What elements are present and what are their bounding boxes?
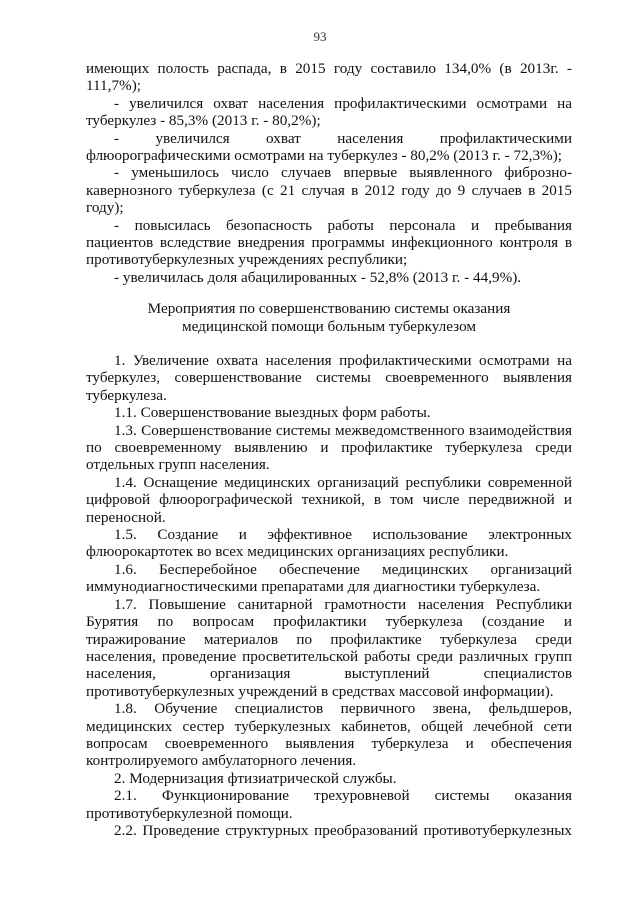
section-heading — [86, 300, 572, 336]
measure-item: 1. Увеличение охвата населения профилактическими осмотрами на туберкулез, совершенствование системы своевременного выявления туберкулеза. — [86, 352, 572, 404]
measure-item: 1.4. Оснащение медицинских организаций республики современной цифровой флюорографической техникой, в том числе передвижной и переносной. — [86, 473, 572, 526]
page-number: 93 — [313, 29, 327, 44]
measure-item: 1.8. Обучение специалистов первичного звена, фельдшеров, медицинских сестер туберкулезных кабинетов, общей лечебной сети вопросам своевременного выявления туберкулеза и обеспечения контролируемого амбулаторного лечения. — [86, 700, 572, 770]
measure-item: 1.1. Совершенствование выездных форм работы. — [114, 404, 431, 422]
results-paragraph: имеющих полость распада, в 2015 году составило 134,0% (в 2013г. - 111,7%); — [86, 60, 572, 95]
results-paragraph: - увеличился охват населения профилактическими осмотрами на туберкулез - 85,3% (2013 г. - 80,2%); — [86, 94, 572, 130]
results-paragraph: - уменьшилось число случаев впервые выявленного фиброзно-кавернозного туберкулеза (с 21 случая в 2012 году до 9 случаев в 2015 году); — [86, 164, 572, 217]
measures-list — [86, 352, 572, 839]
section-heading-line: медицинской помощи больным туберкулезом — [182, 318, 476, 335]
measure-item: 2.1. Функционирование трехуровневой системы оказания противотуберкулезной помощи. — [86, 787, 572, 822]
measure-item: 2.2. Проведение структурных преобразований противотуберкулезных — [114, 821, 572, 839]
measure-item: 1.6. Бесперебойное обеспечение медицинских организаций иммунодиагностическими препаратами для диагностики туберкулеза. — [86, 560, 572, 596]
measure-item: 1.5. Создание и эффективное использование электронных флюорокартотек во всех медицинских организациях республики. — [86, 526, 572, 561]
results-paragraph: - увеличилась доля абацилированных - 52,8% (2013 г. - 44,9%). — [114, 268, 522, 286]
section-heading-line: Мероприятия по совершенствованию системы оказания — [147, 300, 511, 317]
measure-item: 2. Модернизация фтизиатрической службы. — [114, 769, 397, 787]
measure-item: 1.3. Совершенствование системы межведомственного взаимодействия по своевременному выявлению и профилактике туберкулеза среди отдельных групп населения. — [86, 421, 572, 474]
measure-item: 1.7. Повышение санитарной грамотности населения Республики Бурятия по вопросам профилактики туберкулеза (создание и тиражирование материалов по профилактике туберкулеза среди населения, проведение просветительской работы среди различных групп населения, организация выступлений специалистов противотуберкулезных учреждений в средствах массовой информации). — [86, 595, 572, 700]
results-paragraph: - повысилась безопасность работы персонала и пребывания пациентов вследствие внедрения программы инфекционного контроля в противотуберкулезных учреждениях республики; — [86, 216, 572, 269]
results-list — [86, 60, 572, 286]
results-paragraph: - увеличился охват населения профилактическими флюорографическими осмотрами на туберкулез - 80,2% (2013 г. - 72,3%); — [86, 129, 572, 165]
